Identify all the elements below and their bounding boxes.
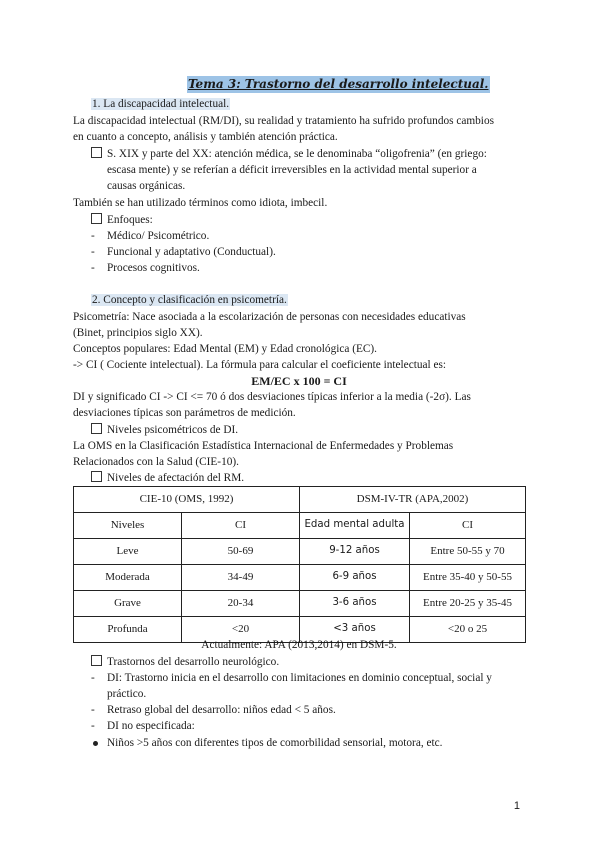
section-1-heading [91,96,230,113]
table-cell: Grave [74,591,182,617]
checkbox-icon [91,471,102,482]
section-2-heading [91,292,288,309]
neuro-item [91,718,531,735]
enfoque-item [91,228,391,245]
table-sub-header-row [74,513,526,539]
page-number: 1 [513,800,520,812]
checkbox-item-xix-line-1: S. XIX y parte del XX: atención médica, se le denominaba “oligofrenia” (en griego: [107,148,487,160]
table-group-header-row [74,487,526,513]
table-cell: <20 [182,617,300,643]
di-line-1: DI y significado CI -> CI <= 70 ó dos desviaciones típicas inferior a la media (-2σ). Las [73,391,471,403]
table-cell: Entre 20-25 y 35-45 [410,591,526,617]
section-1-para-line-1: La discapacidad intelectual (RM/DI), su realidad y tratamiento ha sufrido profundos cambios [73,115,494,127]
neuro-item-di-line-2: práctico. [107,688,147,700]
enfoque-item-text: Funcional y adaptativo (Conductual). [107,246,276,258]
sub-header-ci-dsm: CI [410,513,526,539]
ci-formula: EM/EC x 100 = CI [251,374,347,388]
niveles-afect-text: Niveles de afectación del RM. [107,472,245,484]
bullet-item [91,735,531,752]
oms-line-2: Relacionados con la Salud (CIE-10). [73,456,239,468]
table-row [74,591,526,617]
bullet-dot-icon [93,741,98,746]
enfoque-item [91,244,391,261]
sub-header-ci: CI [182,513,300,539]
enfoque-item [91,260,391,277]
table-cell: Profunda [74,617,182,643]
neuro-item-di-line-1: DI: Trastorno inicia en el desarrollo con limitaciones en dominio conceptual, social y [107,672,492,684]
checkbox-item-neuro [91,654,279,671]
dash-marker: - [91,262,95,274]
checkbox-item-xix [91,146,487,163]
table-cell: 34-49 [182,565,300,591]
dash-marker: - [91,720,95,732]
checkbox-icon [91,147,102,158]
table-cell: <20 o 25 [410,617,526,643]
group-header-dsm: DSM-IV-TR (APA,2002) [300,487,526,513]
table-cell: Moderada [74,565,182,591]
dash-marker: - [91,704,95,716]
niveles-psico-text: Niveles psicométricos de DI. [107,424,239,436]
section-1-heading-text: 1. La discapacidad intelectual. [92,98,230,110]
neuro-label: Trastornos del desarrollo neurológico. [107,656,280,668]
table-cell: Entre 35-40 y 50-55 [410,565,526,591]
table-cell: 20-34 [182,591,300,617]
table-cell: 6-9 años [300,565,410,591]
table-cell: Entre 50-55 y 70 [410,539,526,565]
conceptos-populares: Conceptos populares: Edad Mental (EM) y Edad cronológica (EC). [73,343,377,355]
checkbox-icon [91,655,102,666]
checkbox-item-xix-line-3: causas orgánicas. [107,180,186,192]
section-2-heading-text: 2. Concepto y clasificación en psicometría. [92,294,287,306]
table-cell: 3-6 años [300,591,410,617]
table-row [74,539,526,565]
psicometria-line-2: (Binet, principios siglo XX). [73,327,203,339]
also-terms-line: También se han utilizado términos como idiota, imbecil. [73,197,328,209]
rm-levels-table [73,486,526,643]
enfoque-item-text: Médico/ Psicométrico. [107,230,210,242]
dash-marker: - [91,246,95,258]
neuro-item-text: DI no especificada: [107,720,195,732]
section-1-para-line-2: en cuanto a concepto, análisis y también atención práctica. [73,131,338,143]
group-header-cie10: CIE-10 (OMS, 1992) [74,487,300,513]
sub-header-edad-mental: Edad mental adulta [300,513,410,539]
neuro-item-text: Retraso global del desarrollo: niños edad < 5 años. [107,704,336,716]
checkbox-icon [91,423,102,434]
neuro-item [91,702,531,719]
bullet-item-text: Niños >5 años con diferentes tipos de comorbilidad sensorial, motora, etc. [107,737,443,749]
checkbox-item-niveles-afect [91,470,244,487]
table-row [74,565,526,591]
enfoque-item-text: Procesos cognitivos. [107,262,200,274]
sub-header-niveles: Niveles [74,513,182,539]
dash-marker: - [91,230,95,242]
neuro-item-di [91,670,531,687]
checkbox-item-xix-line-2: escasa mente) y se referían a déficit irreversibles en la actividad mental superior a [107,164,477,176]
table-cell: 9-12 años [300,539,410,565]
ci-definition: -> CI ( Cociente intelectual). La fórmula para calcular el coeficiente intelectual es: [73,359,447,371]
table-cell: Leve [74,539,182,565]
table-cell: 50-69 [182,539,300,565]
checkbox-icon [91,213,102,224]
table-cell: <3 años [300,617,410,643]
enfoques-label: Enfoques: [107,214,153,226]
checkbox-item-niveles-psico [91,422,238,439]
dash-marker: - [91,672,95,684]
oms-line-1: La OMS en la Clasificación Estadística Internacional de Enfermedades y Problemas [73,440,454,452]
di-line-2: desviaciones típicas son parámetros de medición. [73,407,296,419]
after-table-note: Actualmente: APA (2013,2014) en DSM-5. [201,639,397,651]
psicometria-line-1: Psicometría: Nace asociada a la escolarización de personas con necesidades educativas [73,311,466,323]
checkbox-item-enfoques [91,212,153,229]
page-title: Tema 3: Trastorno del desarrollo intelectual. [188,77,489,91]
